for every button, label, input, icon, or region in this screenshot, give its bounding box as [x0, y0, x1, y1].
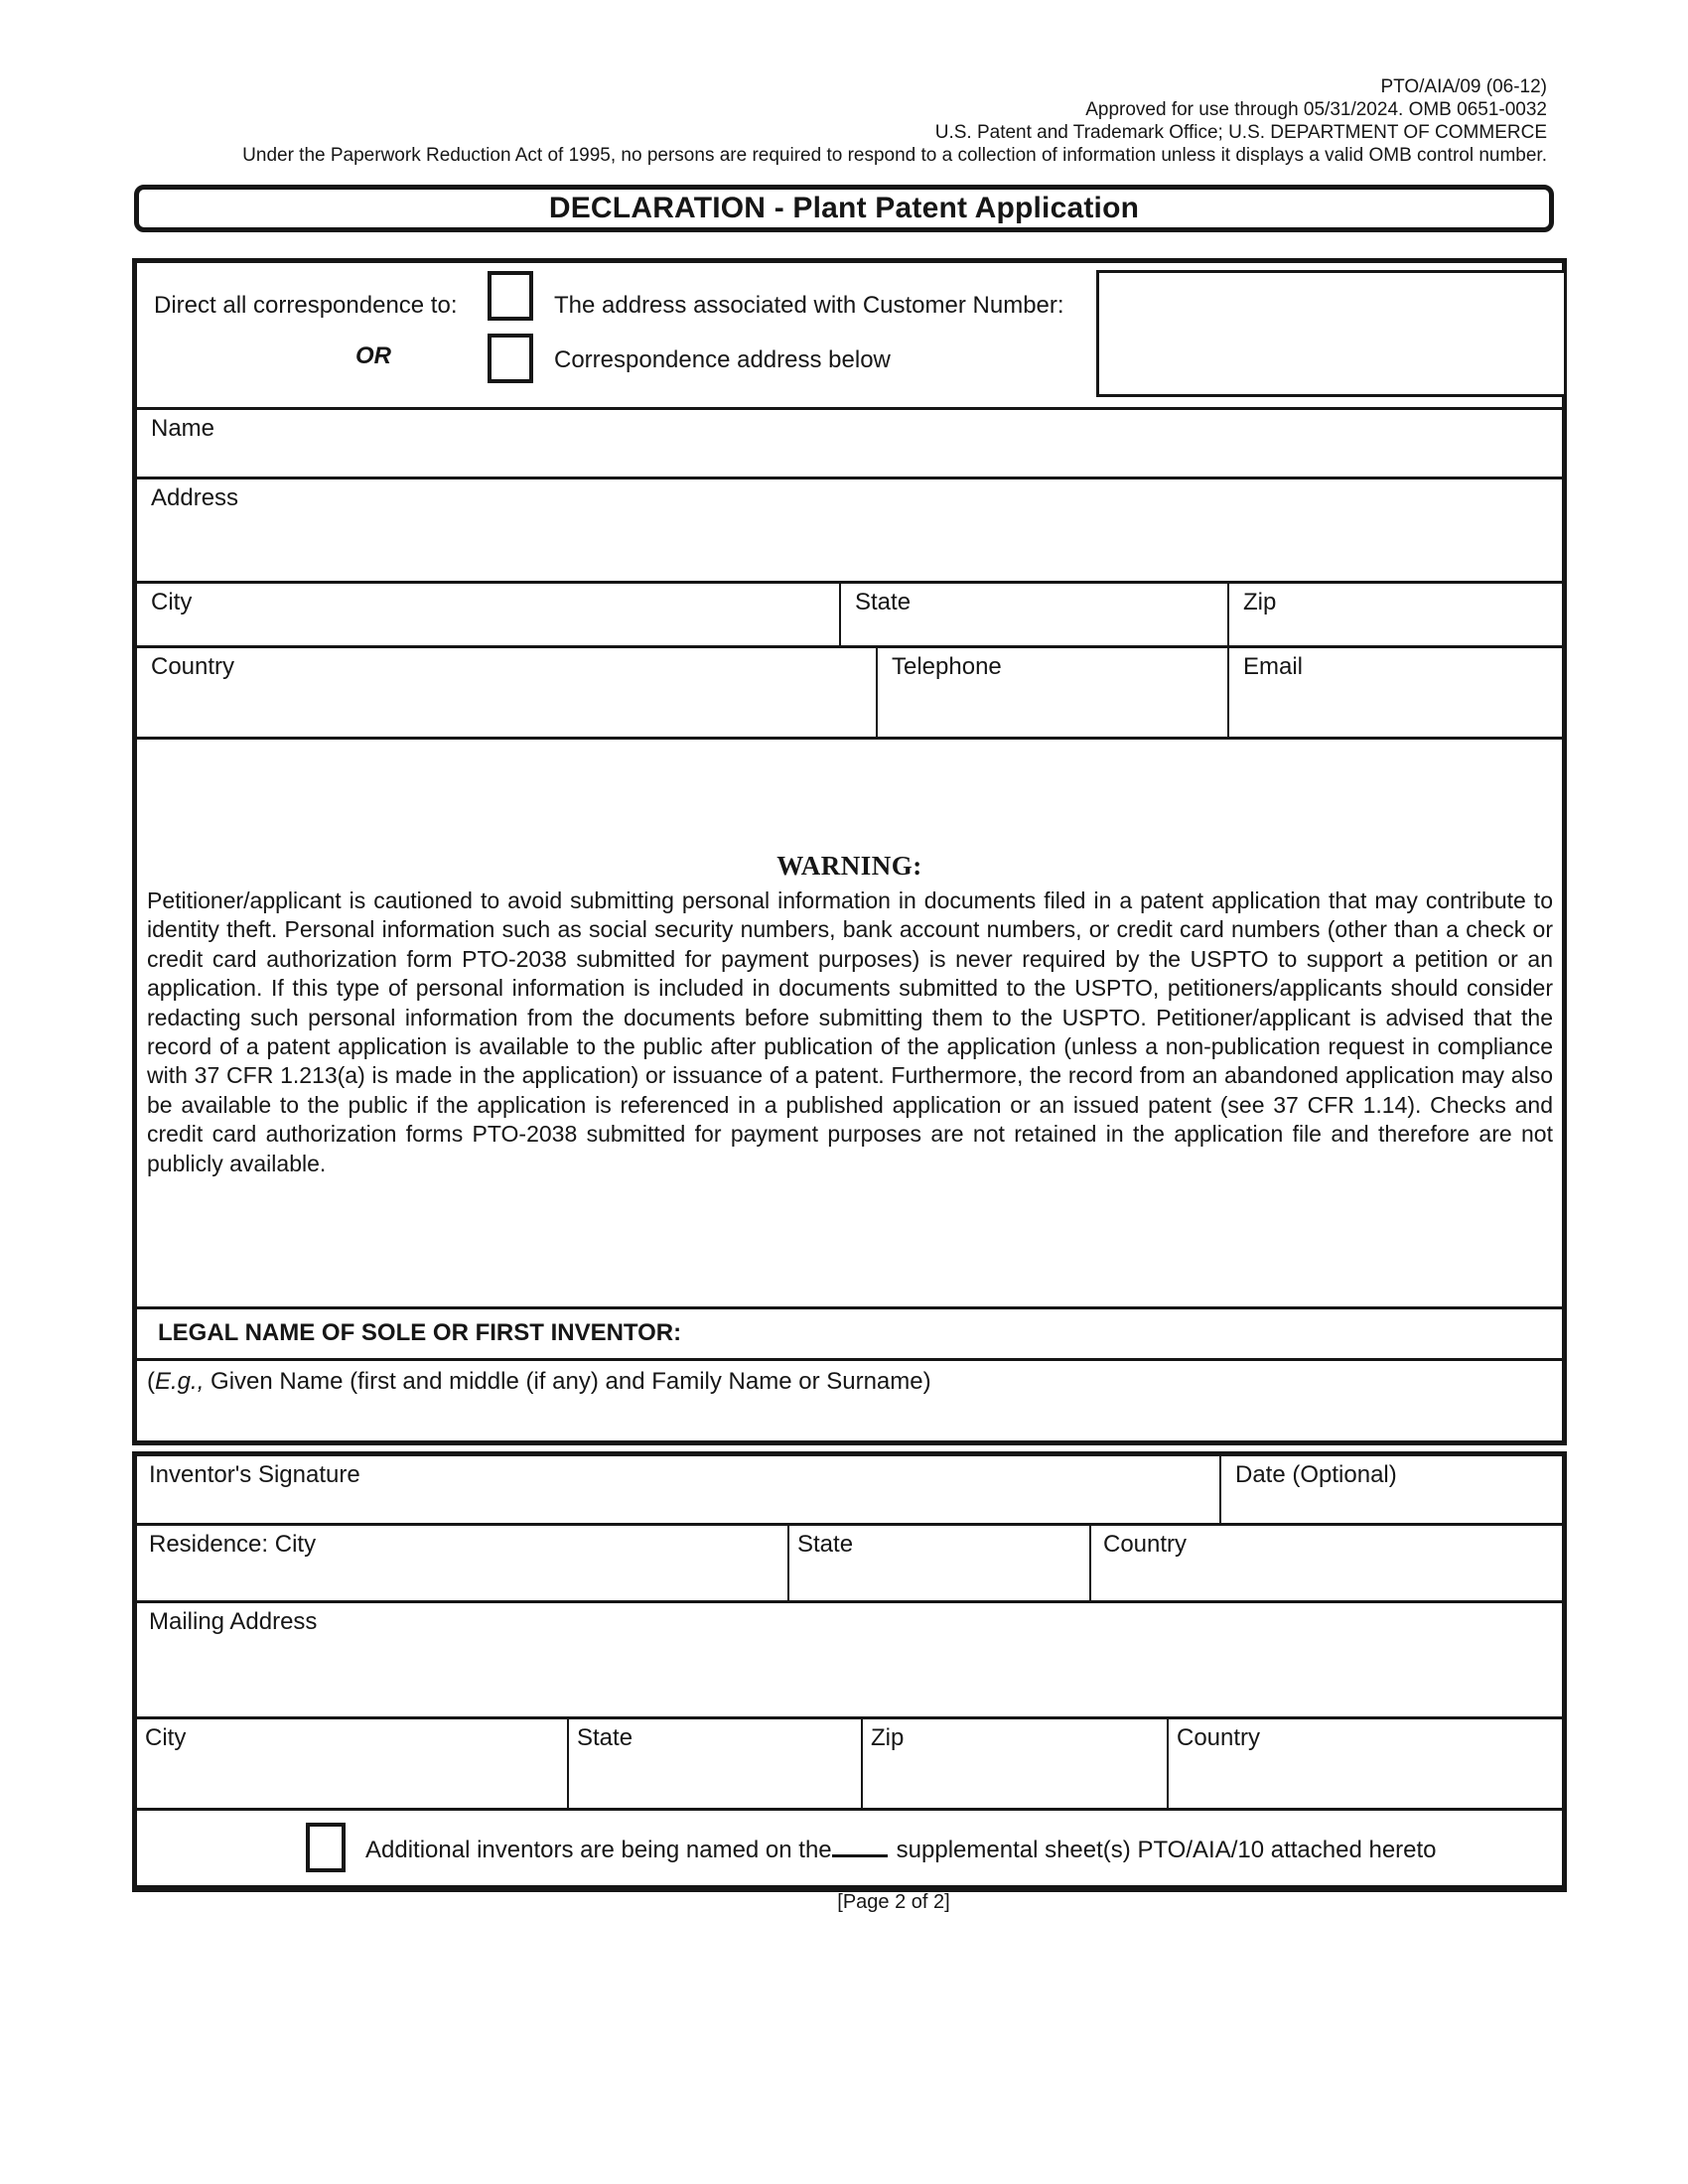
customer-number-checkbox[interactable]: [488, 271, 533, 321]
name-row: [137, 407, 1562, 477]
additional-inventors-text-after: supplemental sheet(s) PTO/AIA/10 attached hereto: [896, 1837, 1437, 1863]
mailing-zip-label: Zip: [871, 1724, 905, 1751]
state-label: State: [855, 589, 912, 615]
telephone-label: Telephone: [892, 653, 1002, 680]
inventor-signature-field[interactable]: [137, 1456, 1219, 1523]
direct-correspondence-label: Direct all correspondence to:: [154, 292, 458, 319]
country-telephone-email-row: [137, 645, 1562, 737]
signature-date-field[interactable]: [1219, 1456, 1562, 1523]
residence-city-label: Residence: City: [149, 1531, 317, 1558]
mailing-country-field[interactable]: [1167, 1719, 1562, 1808]
email-field[interactable]: [1227, 648, 1562, 737]
warning-heading: WARNING:: [776, 851, 922, 881]
additional-inventors-checkbox[interactable]: [306, 1823, 346, 1872]
city-field[interactable]: [137, 584, 839, 645]
mailing-address-label: Mailing Address: [149, 1608, 318, 1635]
address-label: Address: [151, 484, 239, 511]
form-header: [242, 75, 1547, 167]
signature-section: [132, 1451, 1567, 1892]
hint-open-paren: (: [147, 1368, 155, 1395]
hint-rest: Given Name (first and middle (if any) and Family Name or Surname): [204, 1368, 931, 1395]
residence-state-field[interactable]: [787, 1526, 1089, 1600]
zip-label: Zip: [1243, 589, 1277, 615]
form-title-box: [134, 185, 1554, 232]
name-label: Name: [151, 415, 215, 442]
mailing-address-field[interactable]: [137, 1603, 1562, 1716]
correspondence-address-option-label: Correspondence address below: [554, 346, 891, 373]
email-label: Email: [1243, 653, 1304, 680]
signature-row: [137, 1456, 1562, 1523]
signature-date-label: Date (Optional): [1235, 1461, 1397, 1488]
mailing-city-state-zip-country-row: [137, 1716, 1562, 1808]
mailing-zip-field[interactable]: [861, 1719, 1167, 1808]
mailing-state-label: State: [577, 1724, 633, 1751]
state-field[interactable]: [839, 584, 1227, 645]
correspondence-options-row: [137, 263, 1562, 407]
residence-country-field[interactable]: [1089, 1526, 1562, 1600]
telephone-field[interactable]: [876, 648, 1227, 737]
additional-inventors-text-before: Additional inventors are being named on the: [365, 1837, 832, 1863]
legal-name-header-row: [137, 1306, 1562, 1358]
city-state-zip-row: [137, 581, 1562, 645]
page-number: [Page 2 of 2]: [837, 1891, 950, 1913]
customer-number-option-label: The address associated with Customer Number:: [554, 292, 1064, 319]
mailing-address-row: [137, 1600, 1562, 1716]
hint-eg-italic: E.g.,: [155, 1368, 205, 1395]
mailing-country-label: Country: [1177, 1724, 1261, 1751]
legal-name-heading: LEGAL NAME OF SOLE OR FIRST INVENTOR:: [158, 1319, 682, 1346]
mailing-city-field[interactable]: [137, 1719, 567, 1808]
country-field[interactable]: [137, 648, 876, 737]
additional-inventors-row: [137, 1808, 1562, 1885]
city-label: City: [151, 589, 193, 615]
address-field[interactable]: [137, 479, 1562, 581]
residence-city-field[interactable]: [137, 1526, 787, 1600]
form-title: DECLARATION - Plant Patent Application: [548, 192, 1140, 224]
inventor-signature-label: Inventor's Signature: [149, 1461, 360, 1488]
warning-paragraph: Petitioner/applicant is cautioned to avoid submitting personal information in documents filed in a patent application that may contribute to identity theft. Personal information such as social security numbers, bank account numbers, or credit card numbers (other than a check or credit card authorization form PTO-2038 submitted for payment purposes) is never required by the USPTO to support a petition or an application. If this type of personal information is included in documents submitted to the USPTO, petitioners/applicants should consider redacting such personal information from the documents before submitting them to the USPTO. Petitioner/applicant is advised that the record of a patent application is available to the public after publication of the application (unless a non-publication request in compliance with 37 CFR 1.213(a) is made in the application) or issuance of a patent. Furthermore, the record from an abandoned application may also be available to the public if the application is referenced in a published application or an issued patent (see 37 CFR 1.14). Checks and credit card authorization forms PTO-2038 submitted for payment purposes are not retained in the application file and therefore are not publicly available.: [147, 887, 1553, 1176]
zip-field[interactable]: [1227, 584, 1562, 645]
country-label: Country: [151, 653, 235, 680]
name-field[interactable]: [137, 410, 1562, 477]
approval-line: Approved for use through 05/31/2024. OMB 0651-0032: [1085, 99, 1547, 120]
mailing-state-field[interactable]: [567, 1719, 861, 1808]
correspondence-section: [132, 258, 1567, 1445]
inventor-name-hint: [137, 1361, 931, 1440]
additional-inventors-text: [365, 1835, 1437, 1864]
warning-row: [137, 737, 1562, 1306]
correspondence-address-checkbox[interactable]: [488, 334, 533, 383]
residence-row: [137, 1523, 1562, 1600]
residence-country-label: Country: [1103, 1531, 1188, 1558]
agency-line: U.S. Patent and Trademark Office; U.S. DEPARTMENT OF COMMERCE: [934, 122, 1547, 143]
residence-state-label: State: [797, 1531, 854, 1558]
customer-number-field[interactable]: [1096, 270, 1567, 397]
inventor-name-row[interactable]: [137, 1358, 1562, 1440]
form-number: PTO/AIA/09 (06-12): [1380, 76, 1547, 97]
mailing-city-label: City: [145, 1724, 187, 1751]
or-label: OR: [355, 342, 391, 369]
sheet-count-blank-field[interactable]: [832, 1835, 888, 1857]
paperwork-reduction-line: Under the Paperwork Reduction Act of 1995, no persons are required to respond to a collection of information unless it displays a valid OMB control number.: [242, 145, 1547, 166]
address-row: [137, 477, 1562, 581]
